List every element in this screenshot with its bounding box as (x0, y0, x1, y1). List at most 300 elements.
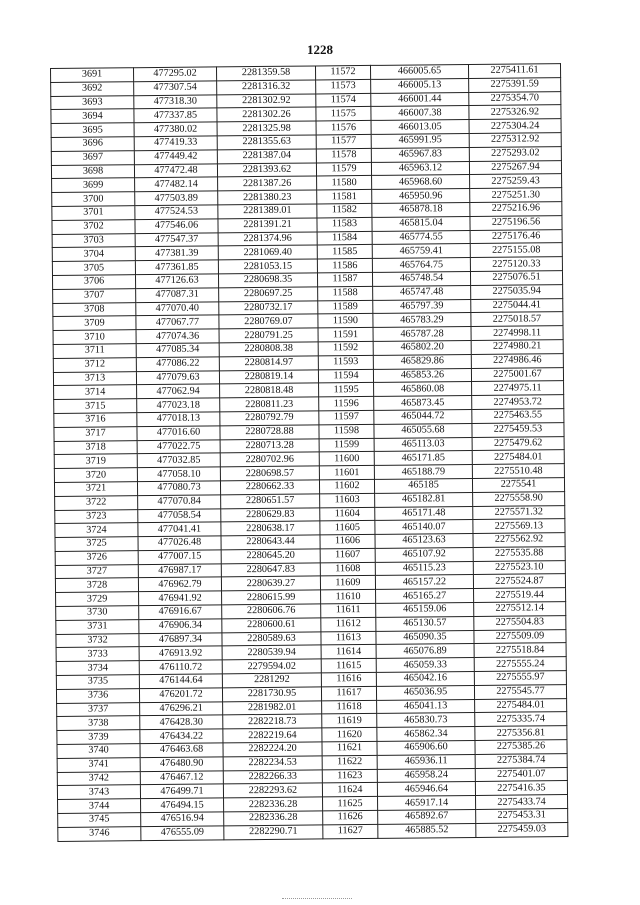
y-coordinate-a-cell: 2280638.17 (221, 521, 320, 536)
y-coordinate-a-cell: 2281389.01 (218, 204, 317, 219)
point-id-b-cell: 11591 (318, 328, 373, 342)
y-coordinate-a-cell: 2281730.95 (222, 687, 321, 702)
point-id-a-cell: 3742 (57, 771, 140, 786)
x-coordinate-b-cell: 465853.26 (373, 368, 471, 383)
x-coordinate-a-cell: 476296.21 (140, 702, 223, 717)
x-coordinate-a-cell: 477381.39 (135, 246, 218, 261)
y-coordinate-b-cell: 2275401.07 (475, 767, 567, 782)
x-coordinate-a-cell: 477032.85 (137, 453, 220, 468)
y-coordinate-a-cell: 2280698.57 (220, 466, 319, 481)
y-coordinate-b-cell: 2274980.21 (471, 340, 563, 355)
y-coordinate-a-cell: 2280539.94 (222, 645, 321, 660)
x-coordinate-b-cell: 465059.33 (376, 658, 474, 673)
y-coordinate-b-cell: 2275459.03 (476, 822, 568, 837)
y-coordinate-a-cell: 2280606.76 (222, 604, 321, 619)
point-id-a-cell: 3711 (53, 344, 136, 359)
point-id-a-cell: 3715 (54, 399, 137, 414)
x-coordinate-a-cell: 477419.33 (134, 136, 217, 151)
x-coordinate-b-cell: 465107.92 (375, 547, 473, 562)
point-id-a-cell: 3741 (57, 758, 140, 773)
y-coordinate-b-cell: 2275571.32 (473, 505, 565, 520)
x-coordinate-b-cell: 465130.57 (376, 616, 474, 631)
y-coordinate-a-cell: 2280713.28 (220, 438, 319, 453)
point-id-b-cell: 11592 (318, 341, 373, 355)
x-coordinate-b-cell: 465171.85 (374, 451, 472, 466)
x-coordinate-b-cell: 465759.41 (372, 244, 470, 259)
point-id-a-cell: 3691 (51, 68, 134, 83)
y-coordinate-b-cell: 2275523.10 (473, 560, 565, 575)
y-coordinate-a-cell: 2280662.33 (220, 480, 319, 495)
point-id-a-cell: 3723 (55, 509, 138, 524)
y-coordinate-a-cell: 2282266.33 (223, 770, 322, 785)
x-coordinate-b-cell: 466005.65 (370, 64, 468, 79)
point-id-b-cell: 11587 (317, 272, 372, 286)
x-coordinate-a-cell: 476434.22 (140, 729, 223, 744)
x-coordinate-b-cell: 465188.79 (374, 465, 472, 480)
point-id-a-cell: 3707 (53, 288, 136, 303)
point-id-a-cell: 3701 (52, 206, 135, 221)
y-coordinate-b-cell: 2274986.46 (471, 353, 563, 368)
x-coordinate-b-cell: 465157.22 (375, 575, 473, 590)
y-coordinate-b-cell: 2275155.08 (470, 243, 562, 258)
x-coordinate-b-cell: 465044.72 (374, 409, 472, 424)
x-coordinate-a-cell: 476499.71 (140, 784, 223, 799)
point-id-b-cell: 11617 (321, 686, 376, 700)
point-id-a-cell: 3746 (58, 826, 141, 841)
x-coordinate-a-cell: 477337.85 (134, 108, 217, 123)
y-coordinate-a-cell: 2280698.35 (218, 273, 317, 288)
x-coordinate-b-cell: 465076.89 (376, 644, 474, 659)
y-coordinate-b-cell: 2275518.84 (474, 643, 566, 658)
x-coordinate-b-cell: 466001.44 (371, 92, 469, 107)
y-coordinate-b-cell: 2275304.24 (469, 119, 561, 134)
point-id-a-cell: 3699 (52, 178, 135, 193)
point-id-a-cell: 3692 (51, 81, 134, 96)
x-coordinate-a-cell: 476428.30 (140, 715, 223, 730)
point-id-b-cell: 11594 (318, 369, 373, 383)
x-coordinate-a-cell: 476555.09 (141, 826, 224, 841)
x-coordinate-a-cell: 476906.34 (139, 619, 222, 634)
point-id-a-cell: 3732 (56, 633, 139, 648)
x-coordinate-a-cell: 477080.73 (137, 481, 220, 496)
point-id-b-cell: 11601 (319, 466, 374, 480)
y-coordinate-b-cell: 2275555.97 (474, 671, 566, 686)
y-coordinate-a-cell: 2280589.63 (222, 632, 321, 647)
x-coordinate-a-cell: 477482.14 (135, 177, 218, 192)
y-coordinate-a-cell: 2280811.23 (220, 397, 319, 412)
y-coordinate-b-cell: 2275479.62 (472, 436, 564, 451)
y-coordinate-a-cell: 2281069.40 (218, 245, 317, 260)
y-coordinate-a-cell: 2279594.02 (222, 659, 321, 674)
point-id-b-cell: 11596 (319, 397, 374, 411)
x-coordinate-b-cell: 465748.54 (372, 271, 470, 286)
point-id-b-cell: 11576 (316, 121, 371, 135)
point-id-b-cell: 11607 (320, 548, 375, 562)
point-id-a-cell: 3712 (53, 357, 136, 372)
point-id-b-cell: 11582 (317, 203, 372, 217)
y-coordinate-a-cell: 2280600.61 (222, 618, 321, 633)
x-coordinate-a-cell: 477022.75 (137, 439, 220, 454)
x-coordinate-a-cell: 477546.06 (135, 219, 218, 234)
x-coordinate-a-cell: 477023.18 (137, 398, 220, 413)
y-coordinate-a-cell: 2281391.21 (218, 218, 317, 233)
x-coordinate-a-cell: 477295.02 (134, 67, 217, 82)
point-id-b-cell: 11625 (323, 797, 378, 811)
y-coordinate-a-cell: 2282224.20 (223, 742, 322, 757)
x-coordinate-a-cell: 476494.15 (141, 798, 224, 813)
point-id-a-cell: 3714 (54, 385, 137, 400)
x-coordinate-b-cell: 465917.14 (378, 796, 476, 811)
x-coordinate-a-cell: 476516.94 (141, 812, 224, 827)
y-coordinate-b-cell: 2275384.74 (475, 753, 567, 768)
x-coordinate-a-cell: 477318.30 (134, 94, 217, 109)
x-coordinate-a-cell: 477058.54 (138, 508, 221, 523)
y-coordinate-b-cell: 2275555.24 (474, 657, 566, 672)
y-coordinate-b-cell: 2275484.01 (472, 450, 564, 465)
point-id-b-cell: 11623 (322, 769, 377, 783)
x-coordinate-a-cell: 477472.48 (134, 163, 217, 178)
x-coordinate-a-cell: 477007.15 (138, 550, 221, 565)
point-id-a-cell: 3693 (51, 95, 134, 110)
point-id-b-cell: 11616 (321, 672, 376, 686)
x-coordinate-b-cell: 465747.48 (373, 285, 471, 300)
point-id-a-cell: 3738 (57, 716, 140, 731)
y-coordinate-b-cell: 2274998.11 (471, 326, 563, 341)
point-id-b-cell: 11613 (321, 631, 376, 645)
y-coordinate-a-cell: 2280808.38 (219, 342, 318, 357)
x-coordinate-a-cell: 476916.67 (139, 605, 222, 620)
point-id-b-cell: 11574 (316, 93, 371, 107)
x-coordinate-a-cell: 477079.63 (136, 370, 219, 385)
x-coordinate-b-cell: 465968.60 (372, 175, 470, 190)
y-coordinate-b-cell: 2275293.02 (469, 146, 561, 161)
x-coordinate-a-cell: 477087.31 (136, 288, 219, 303)
y-coordinate-a-cell: 2281387.26 (218, 176, 317, 191)
y-coordinate-a-cell: 2280819.14 (219, 369, 318, 384)
point-id-a-cell: 3725 (55, 537, 138, 552)
y-coordinate-b-cell: 2275251.30 (470, 188, 562, 203)
y-coordinate-a-cell: 2282293.62 (223, 783, 322, 798)
y-coordinate-a-cell: 2280769.07 (219, 314, 318, 329)
point-id-a-cell: 3734 (56, 661, 139, 676)
x-coordinate-a-cell: 476467.12 (140, 771, 223, 786)
x-coordinate-a-cell: 477070.40 (136, 301, 219, 316)
point-id-b-cell: 11583 (317, 217, 372, 231)
point-id-a-cell: 3729 (56, 592, 139, 607)
y-coordinate-b-cell: 2275076.51 (470, 271, 562, 286)
point-id-a-cell: 3703 (52, 233, 135, 248)
point-id-b-cell: 11581 (317, 190, 372, 204)
x-coordinate-a-cell: 476962.79 (138, 577, 221, 592)
point-id-a-cell: 3705 (52, 261, 135, 276)
point-id-b-cell: 11593 (318, 355, 373, 369)
x-coordinate-b-cell: 465802.20 (373, 340, 471, 355)
x-coordinate-a-cell: 477380.02 (134, 122, 217, 137)
x-coordinate-b-cell: 465830.73 (377, 713, 475, 728)
point-id-a-cell: 3730 (56, 606, 139, 621)
y-coordinate-b-cell: 2275018.57 (471, 312, 563, 327)
point-id-b-cell: 11619 (322, 714, 377, 728)
point-id-b-cell: 11606 (320, 534, 375, 548)
x-coordinate-b-cell: 465892.67 (378, 809, 476, 824)
y-coordinate-a-cell: 2282290.71 (224, 825, 323, 840)
point-id-b-cell: 11622 (322, 755, 377, 769)
x-coordinate-a-cell: 477062.94 (137, 384, 220, 399)
y-coordinate-b-cell: 2275196.56 (470, 215, 562, 230)
y-coordinate-b-cell: 2275356.81 (475, 726, 567, 741)
x-coordinate-b-cell: 465185 (374, 478, 472, 493)
y-coordinate-a-cell: 2280792.79 (220, 411, 319, 426)
y-coordinate-a-cell: 2282234.53 (223, 756, 322, 771)
point-id-b-cell: 11608 (320, 562, 375, 576)
y-coordinate-b-cell: 2275001.67 (471, 367, 563, 382)
y-coordinate-a-cell: 2280647.83 (221, 563, 320, 578)
y-coordinate-b-cell: 2275524.87 (473, 574, 565, 589)
x-coordinate-b-cell: 465936.11 (377, 754, 475, 769)
point-id-b-cell: 11610 (321, 590, 376, 604)
y-coordinate-b-cell: 2275509.09 (474, 629, 566, 644)
y-coordinate-b-cell: 2275335.74 (475, 712, 567, 727)
point-id-a-cell: 3694 (51, 109, 134, 124)
coordinates-table-wrapper (50, 63, 567, 841)
point-id-b-cell: 11621 (322, 741, 377, 755)
x-coordinate-b-cell: 465764.75 (372, 258, 470, 273)
x-coordinate-b-cell: 465991.95 (371, 133, 469, 148)
point-id-a-cell: 3695 (51, 123, 134, 138)
x-coordinate-b-cell: 465159.06 (376, 603, 474, 618)
point-id-b-cell: 11579 (316, 162, 371, 176)
x-coordinate-b-cell: 465946.64 (377, 782, 475, 797)
point-id-a-cell: 3743 (57, 785, 140, 800)
y-coordinate-a-cell: 2281359.58 (216, 66, 315, 81)
y-coordinate-b-cell: 2275267.94 (469, 160, 561, 175)
point-id-a-cell: 3740 (57, 744, 140, 759)
y-coordinate-b-cell: 2275510.48 (472, 464, 564, 479)
y-coordinate-b-cell: 2275545.77 (474, 684, 566, 699)
y-coordinate-b-cell: 2275354.70 (469, 91, 561, 106)
y-coordinate-a-cell: 2280651.57 (221, 494, 320, 509)
x-coordinate-a-cell: 476201.72 (139, 688, 222, 703)
point-id-a-cell: 3735 (56, 675, 139, 690)
y-coordinate-b-cell: 2275035.94 (471, 284, 563, 299)
point-id-b-cell: 11605 (320, 521, 375, 535)
point-id-b-cell: 11599 (319, 438, 374, 452)
x-coordinate-a-cell: 477126.63 (135, 274, 218, 289)
y-coordinate-b-cell: 2275411.61 (468, 64, 560, 79)
x-coordinate-b-cell: 465140.07 (375, 520, 473, 535)
point-id-b-cell: 11575 (316, 107, 371, 121)
point-id-b-cell: 11577 (316, 134, 371, 148)
point-id-a-cell: 3727 (55, 564, 138, 579)
x-coordinate-b-cell: 465055.68 (374, 423, 472, 438)
point-id-b-cell: 11600 (319, 452, 374, 466)
x-coordinate-b-cell: 465797.39 (373, 299, 471, 314)
y-coordinate-b-cell: 2275259.43 (470, 174, 562, 189)
point-id-a-cell: 3731 (56, 620, 139, 635)
y-coordinate-b-cell: 2275463.55 (472, 409, 564, 424)
y-coordinate-b-cell: 2275216.96 (470, 202, 562, 217)
y-coordinate-a-cell: 2281982.01 (223, 701, 322, 716)
point-id-a-cell: 3726 (55, 551, 138, 566)
point-id-b-cell: 11609 (320, 576, 375, 590)
point-id-b-cell: 11586 (317, 259, 372, 273)
x-coordinate-b-cell: 465878.18 (372, 202, 470, 217)
point-id-b-cell: 11585 (317, 245, 372, 259)
point-id-b-cell: 11603 (320, 493, 375, 507)
x-coordinate-b-cell: 465950.96 (372, 189, 470, 204)
point-id-b-cell: 11614 (321, 645, 376, 659)
x-coordinate-b-cell: 466005.13 (371, 78, 469, 93)
y-coordinate-b-cell: 2275433.74 (476, 795, 568, 810)
y-coordinate-b-cell: 2275312.92 (469, 133, 561, 148)
x-coordinate-b-cell: 465958.24 (377, 768, 475, 783)
x-coordinate-b-cell: 465829.86 (373, 354, 471, 369)
x-coordinate-b-cell: 465113.03 (374, 437, 472, 452)
point-id-b-cell: 11588 (318, 286, 373, 300)
y-coordinate-a-cell: 2282218.73 (223, 714, 322, 729)
y-coordinate-b-cell: 2275326.92 (469, 105, 561, 120)
y-coordinate-b-cell: 2275519.44 (474, 588, 566, 603)
y-coordinate-a-cell: 2280728.88 (220, 425, 319, 440)
point-id-b-cell: 11595 (319, 383, 374, 397)
point-id-a-cell: 3736 (56, 689, 139, 704)
point-id-b-cell: 11578 (316, 148, 371, 162)
point-id-b-cell: 11626 (323, 810, 378, 824)
y-coordinate-b-cell: 2275541 (472, 477, 564, 492)
y-coordinate-b-cell: 2275391.59 (469, 77, 561, 92)
x-coordinate-a-cell: 476110.72 (139, 660, 222, 675)
y-coordinate-a-cell: 2280697.25 (219, 287, 318, 302)
point-id-a-cell: 3744 (58, 799, 141, 814)
point-id-a-cell: 3728 (55, 578, 138, 593)
point-id-a-cell: 3710 (53, 330, 136, 345)
y-coordinate-a-cell: 2280629.83 (221, 507, 320, 522)
x-coordinate-a-cell: 476463.68 (140, 743, 223, 758)
point-id-b-cell: 11584 (317, 231, 372, 245)
y-coordinate-b-cell: 2275569.13 (473, 519, 565, 534)
point-id-b-cell: 11620 (322, 728, 377, 742)
y-coordinate-b-cell: 2275535.88 (473, 546, 565, 561)
point-id-b-cell: 11627 (323, 824, 378, 838)
x-coordinate-a-cell: 477018.13 (137, 412, 220, 427)
y-coordinate-b-cell: 2274953.72 (472, 395, 564, 410)
x-coordinate-a-cell: 477026.48 (138, 536, 221, 551)
x-coordinate-a-cell: 477524.53 (135, 205, 218, 220)
y-coordinate-a-cell: 2282219.64 (223, 728, 322, 743)
x-coordinate-b-cell: 465787.28 (373, 327, 471, 342)
x-coordinate-b-cell: 465862.34 (377, 727, 475, 742)
x-coordinate-b-cell: 466007.38 (371, 106, 469, 121)
point-id-a-cell: 3739 (57, 730, 140, 745)
y-coordinate-b-cell: 2275044.41 (471, 298, 563, 313)
point-id-a-cell: 3709 (53, 316, 136, 331)
x-coordinate-a-cell: 477058.10 (137, 467, 220, 482)
x-coordinate-a-cell: 476987.17 (138, 564, 221, 579)
x-coordinate-b-cell: 465815.04 (372, 216, 470, 231)
x-coordinate-a-cell: 477067.77 (136, 315, 219, 330)
y-coordinate-a-cell: 2280639.27 (221, 576, 320, 591)
y-coordinate-a-cell: 2280645.20 (221, 549, 320, 564)
point-id-b-cell: 11598 (319, 424, 374, 438)
point-id-a-cell: 3713 (53, 371, 136, 386)
y-coordinate-a-cell: 2280702.96 (220, 452, 319, 467)
point-id-a-cell: 3722 (55, 495, 138, 510)
y-coordinate-a-cell: 2281325.98 (217, 121, 316, 136)
point-id-a-cell: 3700 (52, 192, 135, 207)
point-id-a-cell: 3706 (52, 275, 135, 290)
x-coordinate-a-cell: 477503.89 (135, 191, 218, 206)
y-coordinate-a-cell: 2281302.92 (217, 94, 316, 109)
x-coordinate-b-cell: 465906.60 (377, 740, 475, 755)
x-coordinate-b-cell: 465885.52 (378, 823, 476, 838)
x-coordinate-b-cell: 465171.48 (375, 506, 473, 521)
point-id-b-cell: 11604 (320, 507, 375, 521)
point-id-a-cell: 3697 (51, 150, 134, 165)
x-coordinate-b-cell: 465783.29 (373, 313, 471, 328)
table-body (51, 64, 568, 841)
y-coordinate-b-cell: 2275176.46 (470, 229, 562, 244)
x-coordinate-b-cell: 465165.27 (376, 589, 474, 604)
point-id-a-cell: 3721 (54, 482, 137, 497)
point-id-a-cell: 3720 (54, 468, 137, 483)
x-coordinate-a-cell: 477361.85 (135, 260, 218, 275)
point-id-a-cell: 3702 (52, 219, 135, 234)
y-coordinate-b-cell: 2275562.92 (473, 533, 565, 548)
y-coordinate-a-cell: 2280818.48 (220, 383, 319, 398)
x-coordinate-a-cell: 476480.90 (140, 757, 223, 772)
point-id-a-cell: 3696 (51, 137, 134, 152)
x-coordinate-b-cell: 465967.83 (371, 147, 469, 162)
y-coordinate-a-cell: 2281393.62 (217, 163, 316, 178)
point-id-a-cell: 3717 (54, 426, 137, 441)
y-coordinate-a-cell: 2281053.15 (218, 259, 317, 274)
point-id-b-cell: 11618 (322, 700, 377, 714)
page-number: 1228 (307, 42, 333, 57)
point-id-b-cell: 11589 (318, 300, 373, 314)
x-coordinate-b-cell: 465041.13 (377, 699, 475, 714)
point-id-b-cell: 11580 (317, 176, 372, 190)
point-id-b-cell: 11624 (322, 783, 377, 797)
point-id-b-cell: 11572 (315, 65, 370, 79)
scan-artifact-line (282, 898, 352, 900)
x-coordinate-b-cell: 465123.63 (375, 534, 473, 549)
y-coordinate-b-cell: 2275385.26 (475, 740, 567, 755)
x-coordinate-b-cell: 465774.55 (372, 230, 470, 245)
point-id-a-cell: 3737 (57, 702, 140, 717)
x-coordinate-a-cell: 477307.54 (134, 81, 217, 96)
point-id-b-cell: 11612 (321, 617, 376, 631)
y-coordinate-a-cell: 2282336.28 (224, 797, 323, 812)
point-id-a-cell: 3716 (54, 413, 137, 428)
y-coordinate-b-cell: 2274975.11 (472, 381, 564, 396)
point-id-a-cell: 3724 (55, 523, 138, 538)
y-coordinate-b-cell: 2275459.53 (472, 422, 564, 437)
point-id-a-cell: 3698 (51, 164, 134, 179)
x-coordinate-b-cell: 465963.12 (371, 161, 469, 176)
point-id-a-cell: 3704 (52, 247, 135, 262)
x-coordinate-a-cell: 477085.34 (136, 343, 219, 358)
point-id-b-cell: 11602 (319, 479, 374, 493)
y-coordinate-a-cell: 2281316.32 (217, 80, 316, 95)
y-coordinate-a-cell: 2281380.23 (218, 190, 317, 205)
x-coordinate-b-cell: 465042.16 (376, 672, 474, 687)
x-coordinate-a-cell: 476897.34 (139, 633, 222, 648)
y-coordinate-a-cell: 2281292 (222, 673, 321, 688)
point-id-a-cell: 3718 (54, 440, 137, 455)
y-coordinate-a-cell: 2281387.04 (217, 149, 316, 164)
x-coordinate-a-cell: 476144.64 (139, 674, 222, 689)
x-coordinate-a-cell: 477070.84 (138, 495, 221, 510)
